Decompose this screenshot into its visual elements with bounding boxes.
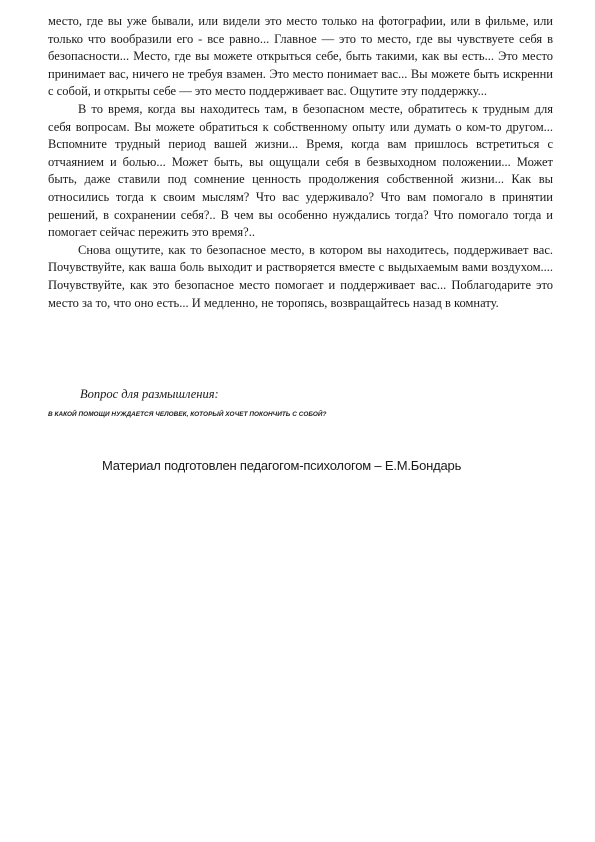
reflection-question-text: В КАКОЙ ПОМОЩИ НУЖДАЕТСЯ ЧЕЛОВЕК, КОТОРЫЙ ХОЧЕТ ПОКОНЧИТЬ С СОБОЙ? [48, 411, 327, 418]
reflection-question-label: Вопрос для размышления: [80, 387, 219, 401]
author-note: Материал подготовлен педагогом-психологом – Е.М.Бондарь [102, 458, 462, 473]
paragraph-3: Снова ощутите, как то безопасное место, в котором вы находитесь, поддерживает вас. Почувствуйте, как ваша боль выходит и растворяется вместе с выдыхаемым вами воздухом.... Почувствуйте, как это безопасное место помогает и поддерживает вас... Поблагодарите это место за то, что оно есть... И медленно, не торопясь, возвращайтесь назад в комнату. [48, 242, 553, 310]
paragraph-2: В то время, когда вы находитесь там, в безопасном месте, обратитесь к трудным для себя вопросам. Вы можете обратиться к собственному опыту или думать о ком-то другом... Вспомните трудный период вашей жизни... Время, когда вам пришлось встретиться с отчаянием и болью... Может быть, вы ощущали себя в безвыходном положении... Может быть, даже ставили под сомнение ценность продолжения собственной жизни... Как вы относились тогда к своим мыслям? Что вас удерживало? Что вам помогало в принятии решений, в сохранении себя?.. В чем вы особенно нуждались тогда? Что помогало тогда и помогает сейчас пережить это время?.. [48, 101, 553, 240]
paragraph-1: место, где вы уже бывали, или видели это место только на фотографии, или в фильме, или только что вообразили его - все равно... Главное — это то место, где вы чувствуете себя в безопасности... Место, где вы можете открыться себе, быть такими, как вы есть... Это место принимает вас, ничего не требуя взамен. Это место понимает вас... Вы можете быть искренни с собой, и открыты себе — это место поддерживает вас. Ощутите эту поддержку... [48, 14, 553, 99]
body-text [48, 13, 553, 312]
